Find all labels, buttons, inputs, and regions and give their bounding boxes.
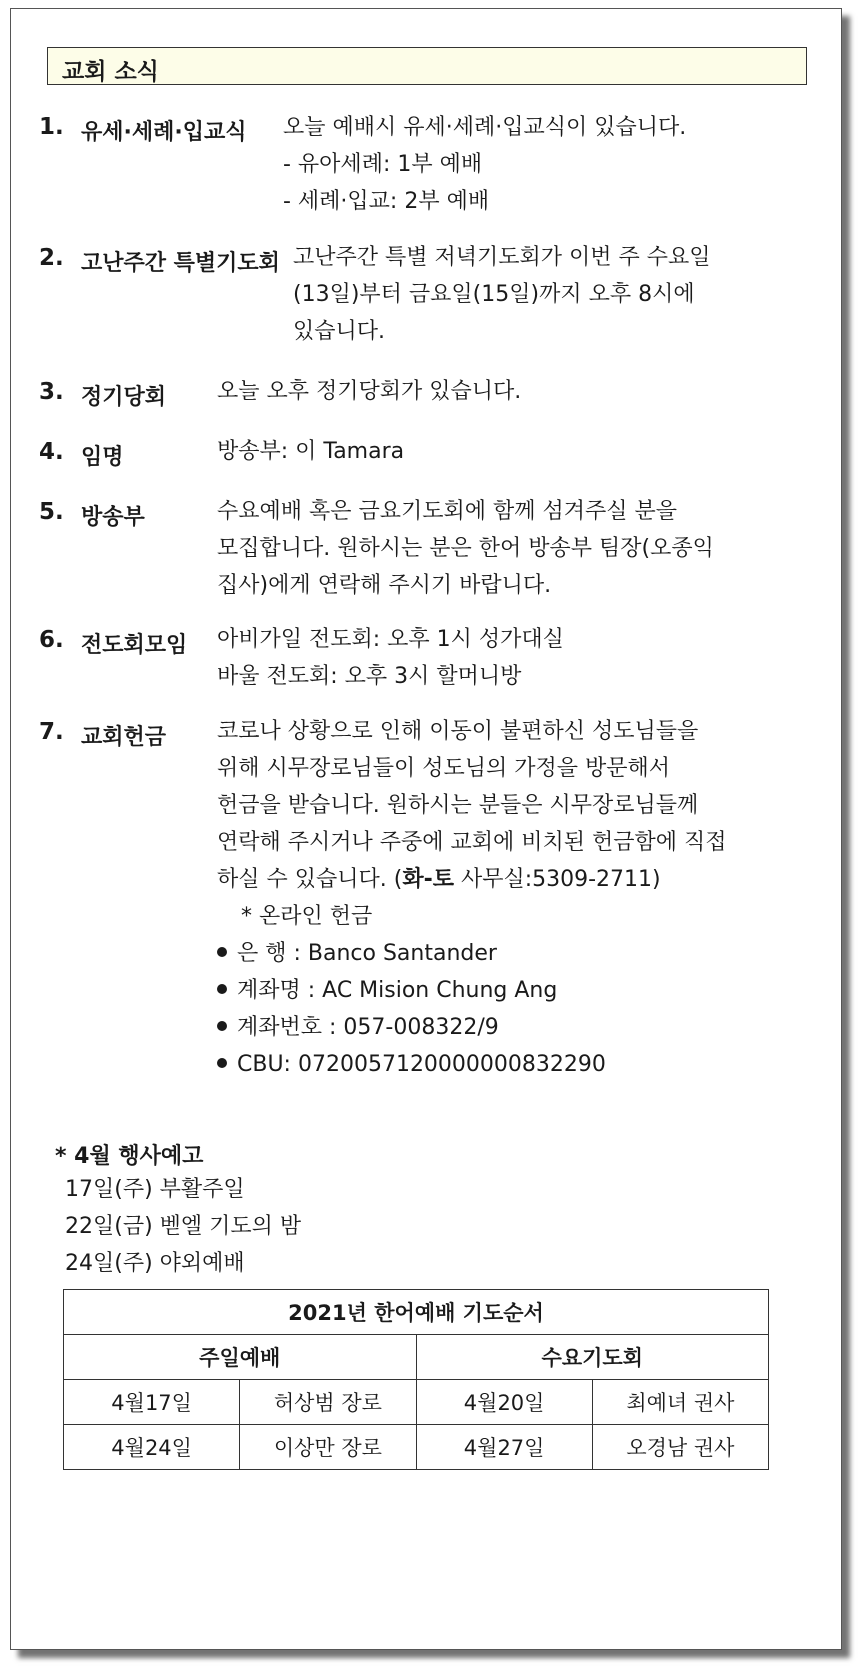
bank-bullet (217, 935, 727, 972)
item-4-title: 임명 (81, 445, 124, 470)
cbu-number: CBU: 0720057120000000832290 (237, 1052, 606, 1077)
item-7-last-bold: 화-토 (402, 867, 454, 892)
column-header-wednesday: 수요기도회 (416, 1335, 769, 1380)
table-cell: 4월20일 (416, 1380, 592, 1425)
item-5-body (217, 493, 714, 604)
online-offering-label: * 온라인 헌금 (241, 904, 373, 929)
item-1-body (283, 109, 686, 220)
item-7-body (217, 713, 727, 1083)
account-number: 계좌번호 : 057-008322/9 (237, 1015, 499, 1040)
bullet-icon (217, 947, 227, 957)
item-6-number: 6. (39, 627, 64, 653)
bank-bullet (217, 972, 727, 1009)
item-1-line: - 세례·입교: 2부 예배 (283, 189, 490, 214)
table-cell: 4월27일 (416, 1425, 592, 1470)
item-1-title: 유세·세례·입교식 (81, 120, 247, 145)
item-5-line: 집사)에게 연락해 주시기 바랍니다. (217, 573, 552, 598)
account-name: 계좌명 : AC Mision Chung Ang (237, 978, 558, 1003)
table-cell: 4월17일 (64, 1380, 240, 1425)
table-cell: 허상범 장로 (240, 1380, 416, 1425)
item-5-number: 5. (39, 499, 64, 525)
item-7-last-prefix: 하실 수 있습니다. ( (217, 867, 403, 892)
table-row (64, 1380, 769, 1425)
bank-bullet (217, 1046, 727, 1083)
events-title: * 4월 행사예고 (55, 1144, 204, 1169)
bullet-icon (217, 1021, 227, 1031)
item-3-body: 오늘 오후 정기당회가 있습니다. (217, 379, 522, 404)
item-7-line: 코로나 상황으로 인해 이동이 불편하신 성도님들을 (217, 719, 699, 744)
item-5-title: 방송부 (81, 505, 145, 530)
item-6-body (217, 621, 564, 695)
item-1-line: - 유아세례: 1부 예배 (283, 152, 483, 177)
item-6-line: 바울 전도회: 오후 3시 할머니방 (217, 664, 522, 689)
column-header-sunday: 주일예배 (64, 1335, 417, 1380)
table-title: 2021년 한어예배 기도순서 (64, 1290, 769, 1335)
item-4-body: 방송부: 이 Tamara (217, 439, 405, 464)
item-7-line: 헌금을 받습니다. 원하시는 분들은 시무장로님들께 (217, 793, 699, 818)
bank-name: 은 행 : Banco Santander (237, 941, 497, 966)
item-2-line: 고난주간 특별 저녁기도회가 이번 주 수요일 (293, 245, 711, 270)
prayer-schedule-table (63, 1289, 769, 1470)
table-cell: 이상만 장로 (240, 1425, 416, 1470)
event-item: 17일(주) 부활주일 (65, 1177, 245, 1202)
table-cell: 최예녀 권사 (592, 1380, 768, 1425)
item-7-line-last (217, 861, 727, 898)
item-7-line: 위해 시무장로님들이 성도님의 가정을 방문해서 (217, 756, 671, 781)
item-3-title: 정기당회 (81, 385, 167, 410)
item-2-line: (13일)부터 금요일(15일)까지 오후 8시에 (293, 282, 695, 307)
item-4-number: 4. (39, 439, 64, 465)
item-2-body (293, 239, 711, 350)
item-3-number: 3. (39, 379, 64, 405)
table-title-row (64, 1290, 769, 1335)
item-7-number: 7. (39, 719, 64, 745)
bullet-icon (217, 984, 227, 994)
table-row (64, 1425, 769, 1470)
item-6-line: 아비가일 전도회: 오후 1시 성가대실 (217, 627, 564, 652)
item-2-line: 있습니다. (293, 319, 386, 344)
item-2-number: 2. (39, 245, 64, 271)
event-item: 22일(금) 벧엘 기도의 밤 (65, 1214, 302, 1239)
item-1-number: 1. (39, 114, 64, 140)
item-7-last-suffix: 사무실:5309-2711) (453, 867, 661, 892)
item-5-line: 수요예배 혹은 금요기도회에 함께 섬겨주실 분을 (217, 499, 678, 524)
item-7-title: 교회헌금 (81, 725, 167, 750)
section-header: 교회 소식 (47, 47, 807, 85)
table-header-row (64, 1335, 769, 1380)
bulletin-page (10, 8, 842, 1650)
item-1-line: 오늘 예배시 유세·세례·입교식이 있습니다. (283, 115, 687, 140)
item-7-line: 연락해 주시거나 주중에 교회에 비치된 헌금함에 직접 (217, 830, 727, 855)
item-2-title: 고난주간 특별기도회 (81, 251, 280, 276)
table-cell: 4월24일 (64, 1425, 240, 1470)
event-item: 24일(주) 야외예배 (65, 1251, 245, 1276)
item-6-title: 전도회모임 (81, 633, 188, 658)
item-5-line: 모집합니다. 원하시는 분은 한어 방송부 팀장(오종익 (217, 536, 714, 561)
bank-bullet (217, 1009, 727, 1046)
bullet-icon (217, 1058, 227, 1068)
events-list (65, 1171, 301, 1282)
table-cell: 오경남 권사 (592, 1425, 768, 1470)
